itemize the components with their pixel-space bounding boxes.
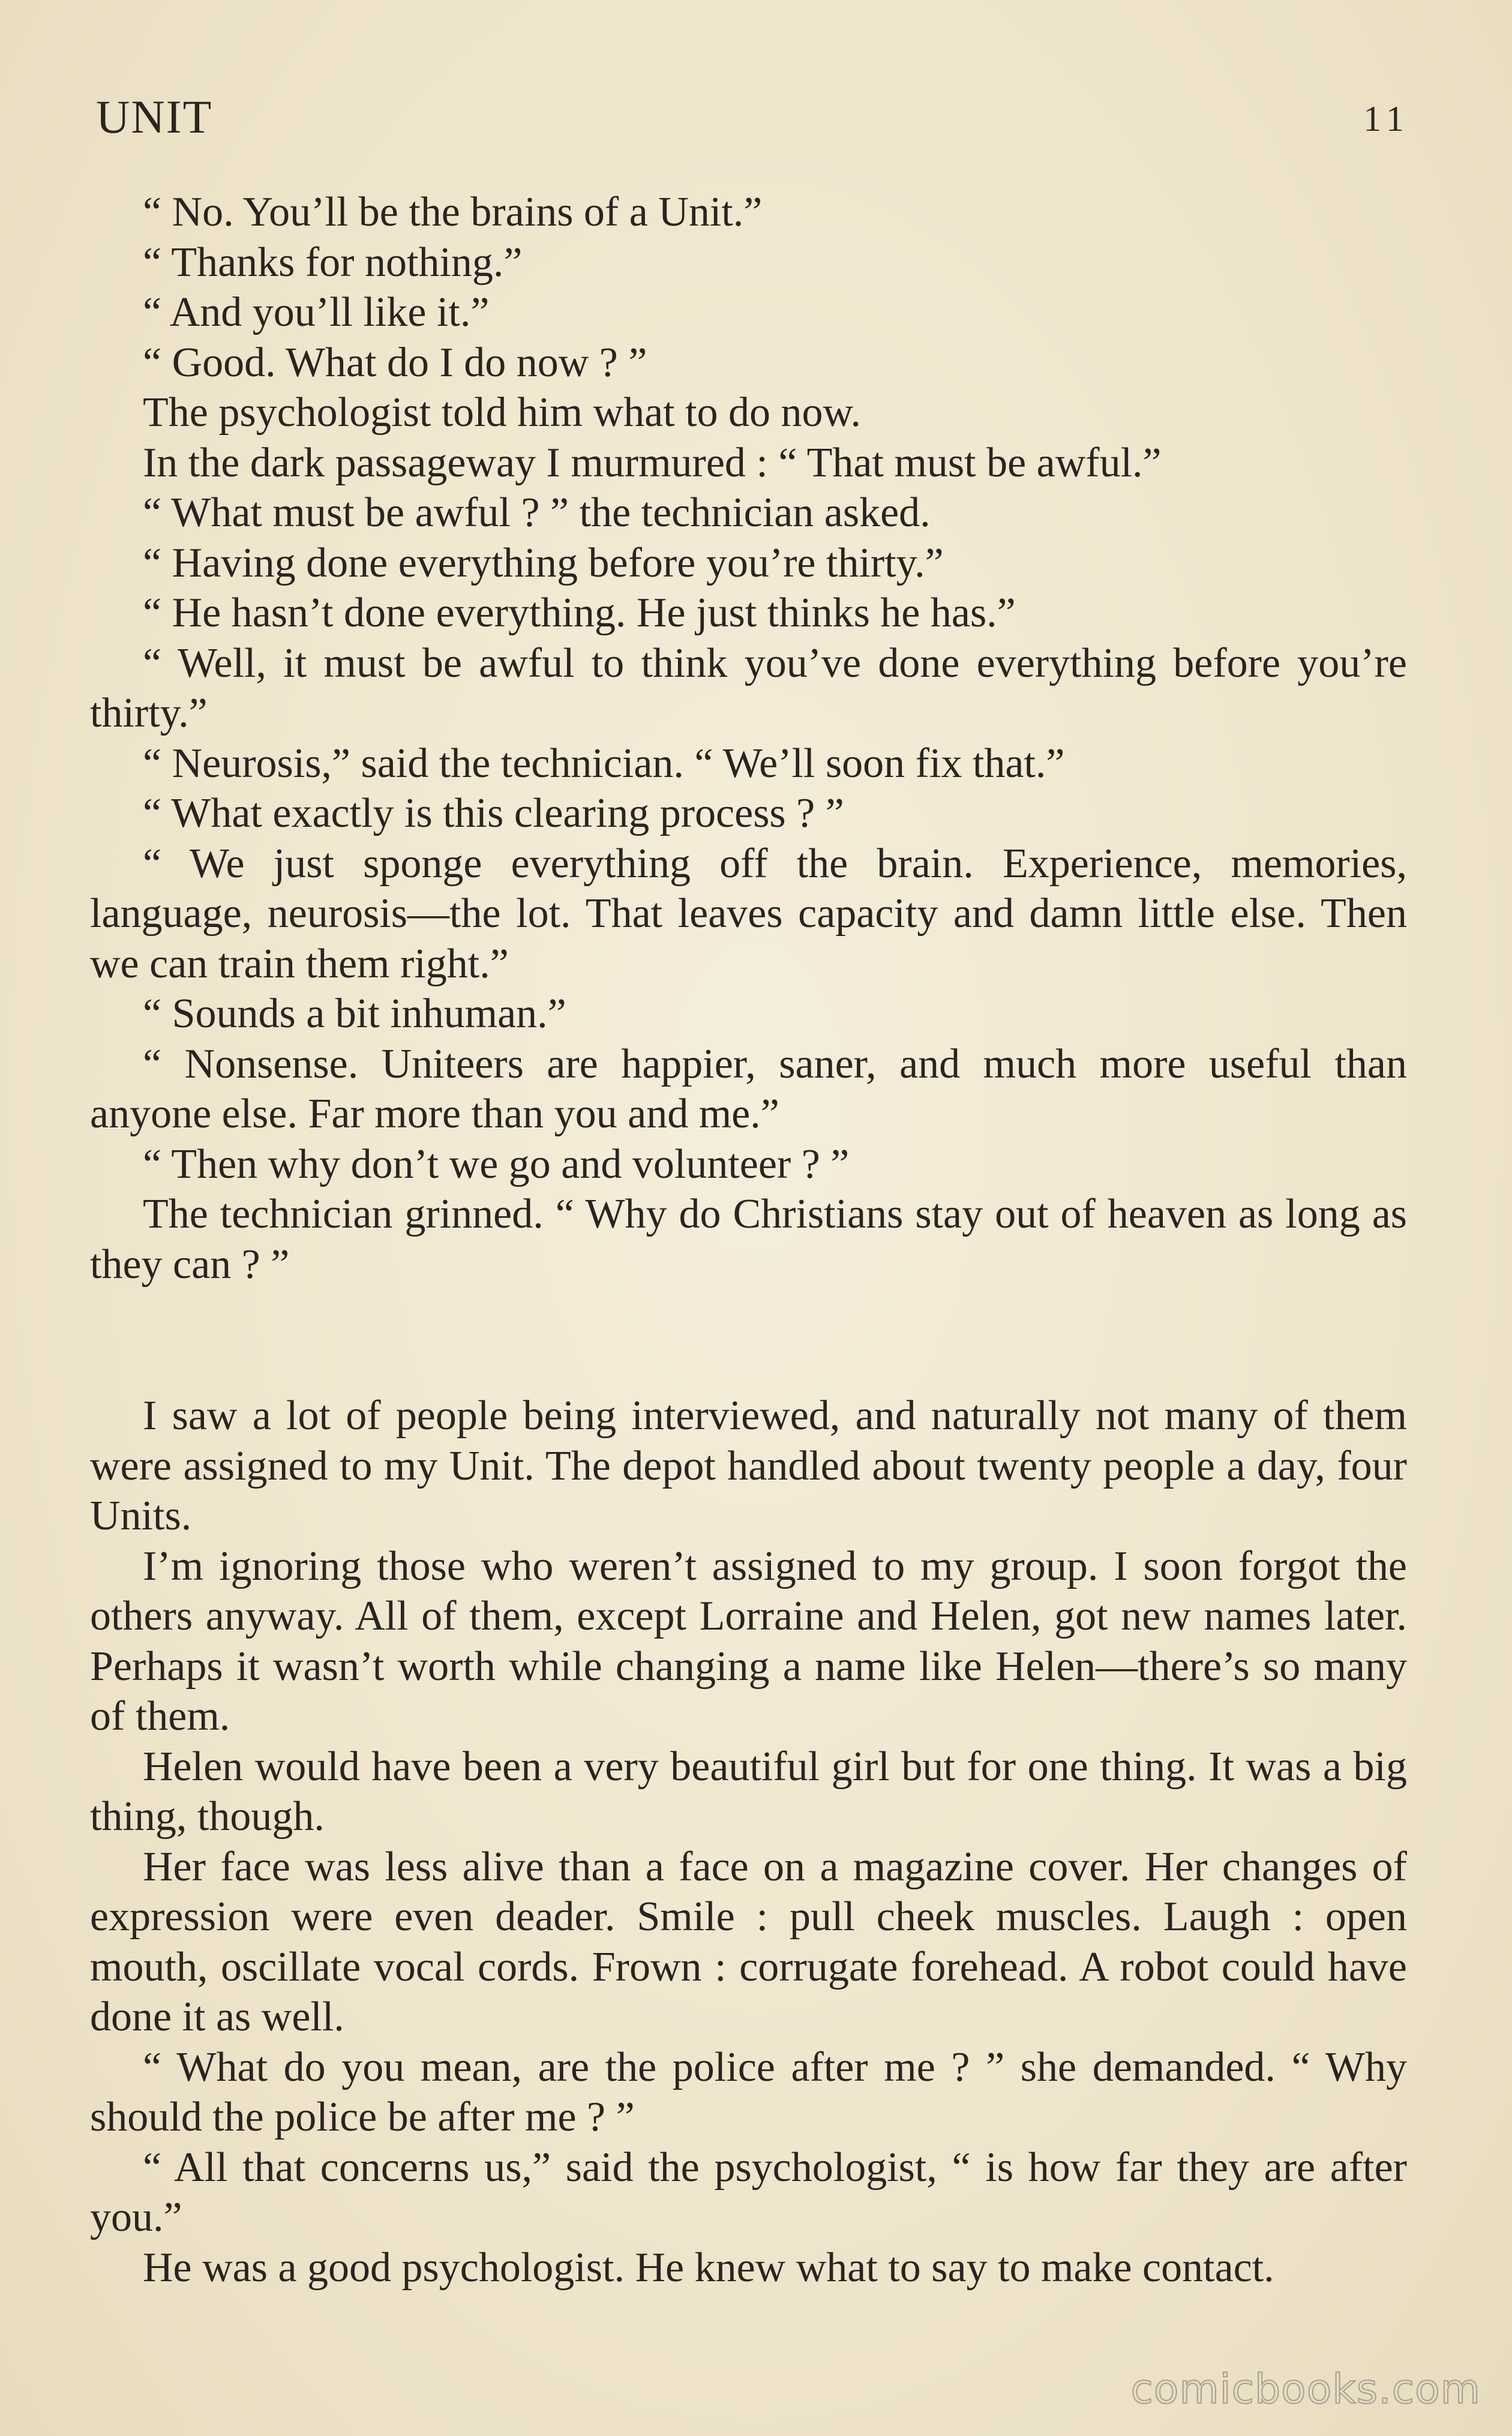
paragraph: “ We just sponge everything off the brain. Experience, memories, language, neurosis—the lot. That leaves capacity and damn little else. Then we can train them right.”: [90, 840, 1407, 987]
paragraph: I saw a lot of people being interviewed, and naturally not many of them were assigned to my Unit. The depot handled about twenty people a day, four Units.: [90, 1393, 1407, 1539]
paragraph: “ All that concerns us,” said the psychologist, “ is how far they are after you.”: [90, 2144, 1407, 2240]
paragraph: I’m ignoring those who weren’t assigned to my group. I soon forgot the others anyway. All of them, except Lorraine and Helen, got new names later. Perhaps it wasn’t worth while changing a name like Helen—there’s so many of them.: [90, 1543, 1407, 1739]
paragraph: He was a good psychologist. He knew what to say to make contact.: [143, 2244, 1274, 2291]
paragraph: In the dark passageway I murmured : “ That must be awful.”: [143, 439, 1162, 486]
paragraph: “ Neurosis,” said the technician. “ We’ll soon fix that.”: [143, 740, 1065, 787]
paragraph: “ What exactly is this clearing process ? ”: [143, 790, 844, 836]
running-head: UNIT: [96, 91, 213, 143]
paragraph: “ No. You’ll be the brains of a Unit.”: [143, 189, 763, 235]
text-section-dialogue: [90, 187, 1407, 1289]
paragraph: “ Thanks for nothing.”: [143, 239, 523, 286]
paragraph: Her face was less alive than a face on a magazine cover. Her changes of expression were even deader. Smile : pull cheek muscles. Laugh : open mouth, oscillate vocal cords. Frown : corrugate forehead. A robot could have done it as well.: [90, 1843, 1407, 2040]
paragraph: “ Good. What do I do now ? ”: [143, 339, 647, 386]
paragraph: “ Sounds a bit inhuman.”: [143, 991, 566, 1037]
paragraph: “ What must be awful ? ” the technician asked.: [143, 490, 931, 536]
paragraph: “ Nonsense. Uniteers are happier, saner, and much more useful than anyone else. Far more than you and me.”: [90, 1040, 1407, 1137]
paragraph: “ What do you mean, are the police after me ? ” she demanded. “ Why should the police be after me ? ”: [90, 2044, 1407, 2140]
paragraph: Helen would have been a very beautiful girl but for one thing. It was a big thing, though.: [90, 1743, 1407, 1840]
text-section-narrative: [90, 1391, 1407, 2293]
paragraph: The psychologist told him what to do now.: [143, 389, 862, 436]
paragraph: “ Then why don’t we go and volunteer ? ”: [143, 1141, 850, 1187]
paragraph: “ Having done everything before you’re thirty.”: [143, 539, 944, 586]
paragraph: “ Well, it must be awful to think you’ve done everything before you’re thirty.”: [90, 640, 1407, 736]
paragraph: “ And you’ll like it.”: [143, 289, 490, 335]
paragraph: “ He hasn’t done everything. He just thinks he has.”: [143, 590, 1016, 636]
paragraph: The technician grinned. “ Why do Christians stay out of heaven as long as they can ? ”: [90, 1191, 1407, 1288]
page-header: [96, 90, 1410, 144]
page-number: 11: [1363, 99, 1410, 139]
watermark: comicbooks.com: [1130, 2366, 1481, 2413]
